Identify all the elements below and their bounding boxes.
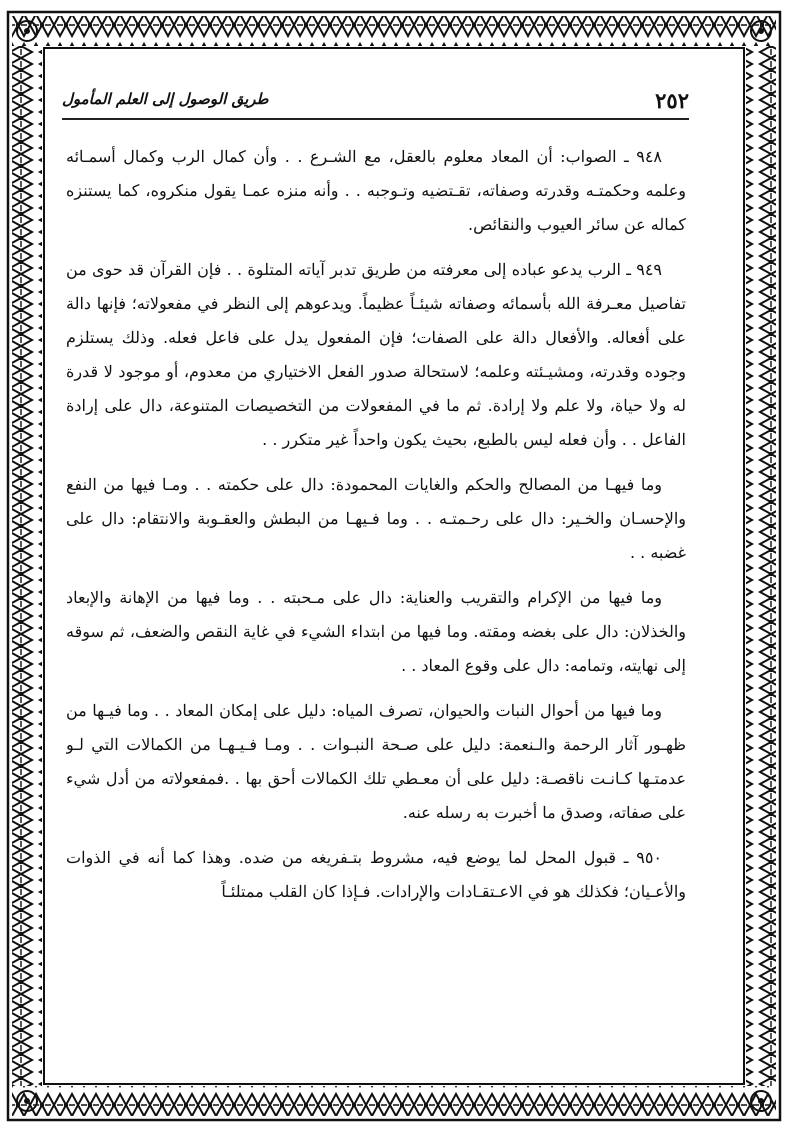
paragraph-950: ٩٥٠ ـ قبول المحل لما يوضع فيه، مشروط بتـفريغه من ضده. وهذا كما أنه في الذوات والأعـيان؛ فكذلك هو في الاعـتقـادات والإرادات. فـإذا كان القلب ممتلئـاً <box>66 848 686 901</box>
running-header <box>62 84 689 118</box>
header-rule <box>62 118 689 120</box>
book-title: طريق الوصول إلى العلم المأمول <box>62 90 269 108</box>
page-number: ٢٥٢ <box>655 88 689 113</box>
page-body-text <box>66 140 686 1075</box>
paragraph-948: ٩٤٨ ـ الصواب: أن المعاد معلوم بالعقل، مع الشـرع . . وأن كمال الرب وكمال أسمـائه وعلمه وحكمتـه وقدرته وصفاته، تقـتضيه وتـوجبه . . وأنه منزه عمـا يقول منكروه، كما يستنزه كماله عن سائر العيوب والنقائص. <box>66 147 686 234</box>
paragraph-wisdom: وما فيهـا من المصالح والحكم والغايات المحمودة: دال على حكمته . . ومـا فيها من النفع والإحسـان والخـير: دال على رحـمتـه . . وما فـيهـا من البطش والعقـوبة والانتقام: دال على غضبه . . <box>66 475 686 562</box>
paragraph-plants-animals: وما فيها من أحوال النبات والحيوان، تصرف المياه: دليل على إمكان المعاد . . وما فيـها من ظهـور آثار الرحمة والـنعمة: دليل على صـحة النبـوات . . ومـا فـيـهـا من الكمالات التي لـو عدمتـها كـانـت ناقصـة: دليل على أن معـطي تلك الكمالات أحق بها . .فمفعولاته من أدل شيء على صفاته، وصدق ما أخبرت به رسله عنه. <box>66 701 686 822</box>
paragraph-949: ٩٤٩ ـ الرب يدعو عباده إلى معرفته من طريق تدبر آياته المتلوة . . فإن القرآن قد حوى من تفاصيل معـرفة الله بأسمائه وصفاته شيئـاً عظيماً. ويدعوهم إلى النظر في مفعولاته؛ فإنها دالة على أفعاله. والأفعال دالة على الصفات؛ فإن المفعول يدل على فاعل فعله. وذلك يستلزم وجوده وقدرته، ومشيـئته وعلمه؛ لاستحالة صدور الفعل الاختياري من معدوم، أو موجود لا قدرة له ولا حياة، ولا علم ولا إرادة. ثم ما في المفعولات من التخصيصات المتنوعة، دال على إرادة الفاعل . . وأن فعله ليس بالطبع، بحيث يكون واحداً غير متكرر . . <box>66 260 686 449</box>
paragraph-love: وما فيها من الإكرام والتقريب والعناية: دال على مـحبته . . وما فيها من الإهانة والإبعاد والخذلان: دال على بغضه ومقته. وما فيها من ابتداء الشيء في غاية النقص والضعف، ثم سوقه إلى نهايته، وتمامه: دال على وقوع المعاد . . <box>66 588 686 675</box>
